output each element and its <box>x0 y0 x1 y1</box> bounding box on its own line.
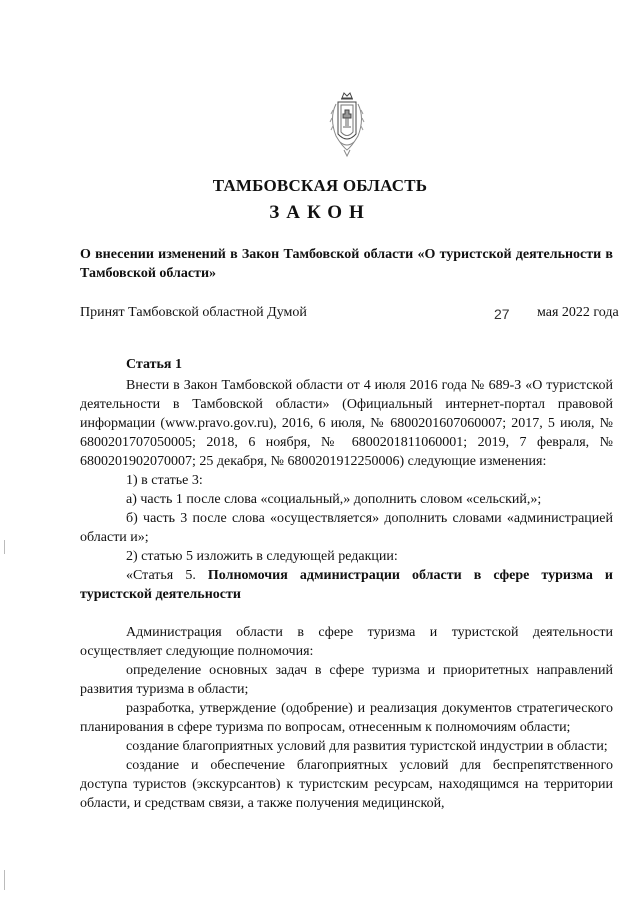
coat-of-arms-emblem <box>324 90 370 162</box>
article-heading: Статья 1 <box>126 357 182 372</box>
powers-paragraph: Администрация области в сфере туризма и туристской деятельности осуществляет следующие полномочия: <box>80 625 613 659</box>
article-paragraph: Внести в Закон Тамбовской области от 4 июля 2016 года № 689-З «О туристской деятельности в Тамбовской области» (Официальный интернет-портал правовой информации (www.pravo.gov.ru), 2016, 6 июля, № 6800201607060007; 2017, 5 июля, № 6800201707050005; 2018, 6 ноября, № 6800201811060001; 2019, 7 февраля, № 6800201902070007; 25 декабря, № 6800201912250006) следующие изменения: <box>80 378 613 469</box>
adoption-day: 27 <box>494 306 510 322</box>
article-paragraph: а) часть 1 после слова «социальный,» дополнить словом «сельский,»; <box>126 492 542 507</box>
scan-margin-mark <box>4 870 5 890</box>
powers-paragraph: определение основных задач в сфере туризма и приоритетных направлений развития туризма в области; <box>80 663 613 697</box>
article-paragraph: б) часть 3 после слова «осуществляется» дополнить словами «администрацией области и»; <box>80 511 613 545</box>
quoted-article-title: Полномочия администрации области в сфере туризма и туристской деятельности <box>80 568 613 602</box>
region-title: ТАМБОВСКАЯ ОБЛАСТЬ <box>212 176 428 195</box>
article-body <box>80 376 613 813</box>
powers-paragraph: разработка, утверждение (одобрение) и реализация документов стратегического планирования в сфере туризма по вопросам, отнесенным к полномочиям области; <box>80 701 613 735</box>
law-title: О внесении изменений в Закон Тамбовской области «О туристской деятельности в Тамбовской области» <box>80 247 613 281</box>
powers-paragraph: создание благоприятных условий для развития туристской индустрии в области; <box>126 739 608 754</box>
quoted-article-heading <box>80 566 613 604</box>
powers-paragraph: создание и обеспечение благоприятных условий для беспрепятственного доступа туристов (экскурсантов) к туристским ресурсам, находящимся на территории области, и средствам связи, а также получения медицинской, <box>80 758 613 811</box>
article-paragraph: 2) статью 5 изложить в следующей редакции: <box>126 549 398 564</box>
adoption-date: мая 2022 года <box>537 305 619 320</box>
adoption-body: Принят Тамбовской областной Думой <box>80 305 307 320</box>
quoted-article-prefix: «Статья 5. <box>126 568 196 583</box>
document-type-heading: ЗАКОН <box>269 202 371 223</box>
scan-margin-mark <box>4 540 5 554</box>
article-paragraph: 1) в статье 3: <box>126 473 203 488</box>
